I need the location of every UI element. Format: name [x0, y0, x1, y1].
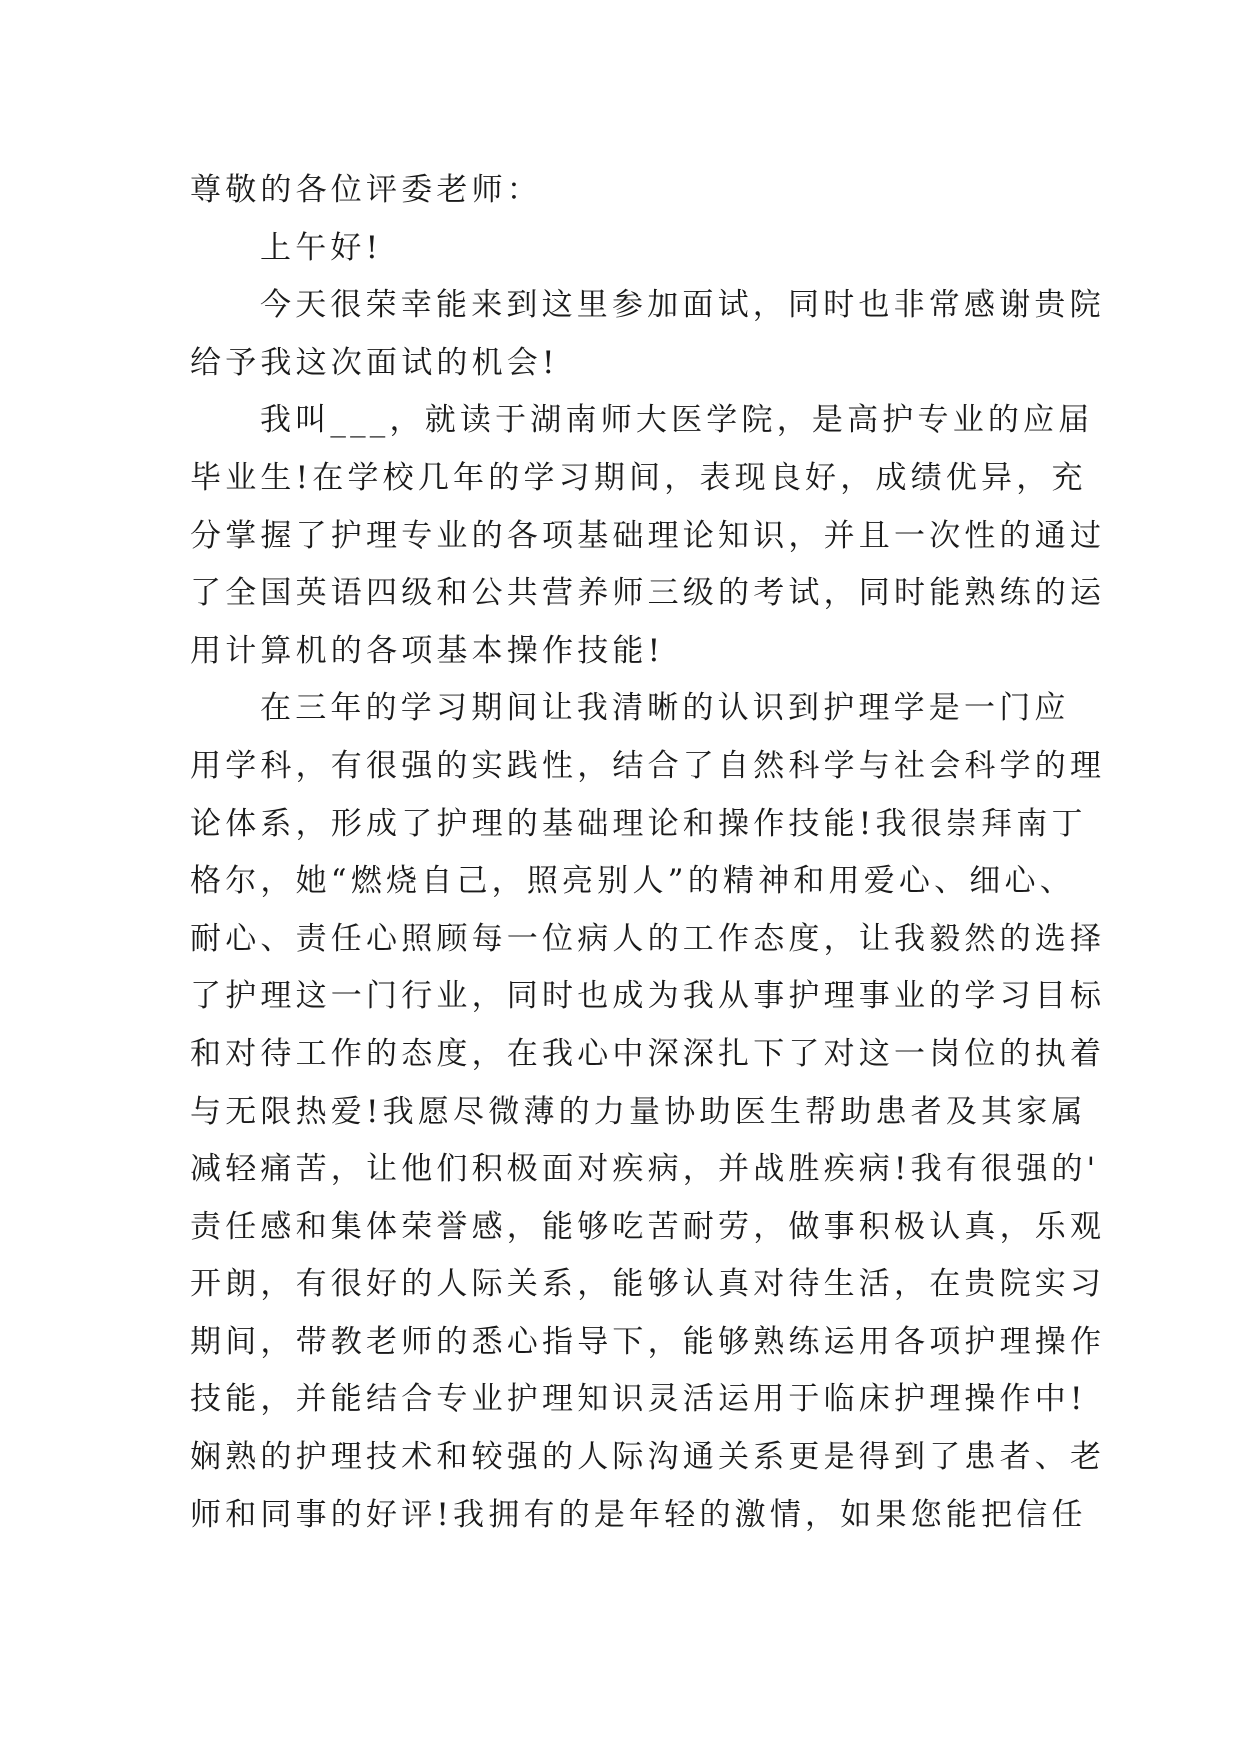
paragraph-3-line: 论体系，形成了护理的基础理论和操作技能!我很崇拜南丁: [190, 805, 1087, 842]
paragraph-1-line: 今天很荣幸能来到这里参加面试，同时也非常感谢贵院: [260, 287, 1105, 324]
paragraph-3-line: 减轻痛苦，让他们积极面对疾病，并战胜疾病!我有很强的': [190, 1151, 1100, 1188]
paragraph-1-line: 给予我这次面试的机会!: [190, 344, 559, 381]
paragraph-2-line: 了全国英语四级和公共营养师三级的考试，同时能熟练的运: [190, 575, 1106, 612]
paragraph-3-line: 责任感和集体荣誉感，能够吃苦耐劳，做事积极认真，乐观: [190, 1208, 1106, 1245]
paragraph-3-line: 和对待工作的态度，在我心中深深扎下了对这一岗位的执着: [190, 1035, 1106, 1072]
paragraph-3-line: 师和同事的好评!我拥有的是年轻的激情，如果您能把信任: [190, 1496, 1087, 1533]
paragraph-2-line: 分掌握了护理专业的各项基础理论知识，并且一次性的通过: [190, 517, 1106, 554]
paragraph-3-line: 技能，并能结合专业护理知识灵活运用于临床护理操作中!: [190, 1381, 1087, 1418]
paragraph-3-line: 了护理这一门行业，同时也成为我从事护理事业的学习目标: [190, 978, 1106, 1015]
paragraph-3-line: 耐心、责任心照顾每一位病人的工作态度，让我毅然的选择: [190, 920, 1106, 957]
paragraph-3-line: 开朗，有很好的人际关系，能够认真对待生活，在贵院实习: [190, 1266, 1106, 1303]
paragraph-3-line: 在三年的学习期间让我清晰的认识到护理学是一门应: [260, 690, 1070, 727]
paragraph-3-line: 与无限热爱!我愿尽微薄的力量协助医生帮助患者及其家属: [190, 1093, 1087, 1130]
paragraph-2-line: 用计算机的各项基本操作技能!: [190, 632, 665, 669]
paragraph-3-line: 娴熟的护理技术和较强的人际沟通关系更是得到了患者、老: [190, 1439, 1106, 1476]
salutation: 尊敬的各位评委老师：: [190, 172, 542, 208]
greeting: 上午好!: [260, 229, 383, 266]
paragraph-3-line: 期间，带教老师的悉心指导下，能够熟练运用各项护理操作: [190, 1323, 1106, 1360]
paragraph-2-line: 我叫___，就读于湖南师大医学院，是高护专业的应届: [260, 402, 1094, 439]
paragraph-3-line: 格尔，她“燃烧自己，照亮别人”的精神和用爱心、细心、: [190, 863, 1075, 900]
paragraph-2-line: 毕业生!在学校几年的学习期间，表现良好，成绩优异，充: [190, 459, 1087, 496]
paragraph-3-line: 用学科，有很强的实践性，结合了自然科学与社会科学的理: [190, 747, 1106, 784]
letter-body: [190, 162, 1106, 1544]
